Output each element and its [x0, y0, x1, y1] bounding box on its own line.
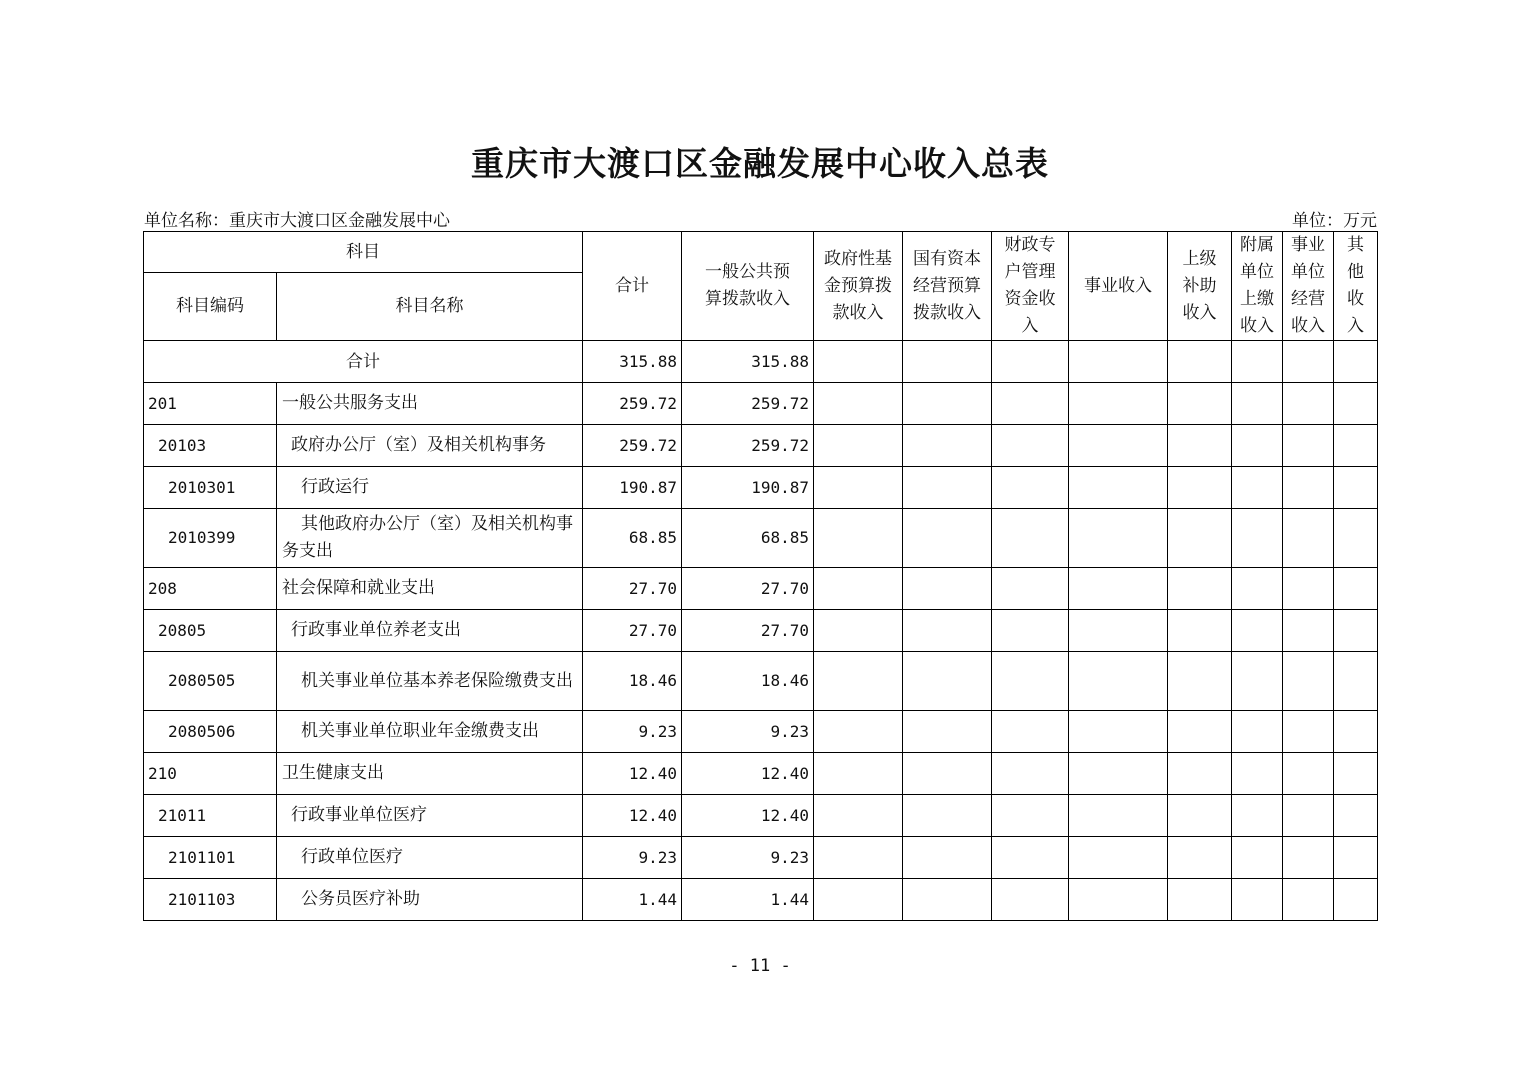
header-business-operation: 事业单位经营收入 [1283, 232, 1334, 341]
cell-total: 9.23 [583, 837, 682, 879]
income-summary-table [143, 231, 1378, 921]
table-row [144, 652, 1378, 711]
total-label: 合计 [144, 341, 583, 383]
cell-code: 210 [144, 753, 277, 795]
cell-name: 机关事业单位基本养老保险缴费支出 [277, 652, 583, 711]
cell-name: 一般公共服务支出 [277, 383, 583, 425]
cell-code: 201 [144, 383, 277, 425]
header-subject-name: 科目名称 [277, 273, 583, 341]
table-row [144, 879, 1378, 921]
table-row [144, 467, 1378, 509]
unit-label: 单位：万元 [1292, 211, 1377, 231]
header-affiliated-payment: 附属单位上缴收入 [1232, 232, 1283, 341]
cell-name: 行政事业单位养老支出 [277, 610, 583, 652]
cell-general: 27.70 [682, 610, 814, 652]
cell-name: 机关事业单位职业年金缴费支出 [277, 711, 583, 753]
cell-total: 68.85 [583, 509, 682, 568]
cell-general: 9.23 [682, 711, 814, 753]
cell-code: 2080506 [144, 711, 277, 753]
table-row [144, 753, 1378, 795]
cell-code: 2101103 [144, 879, 277, 921]
cell-total: 27.70 [583, 610, 682, 652]
cell-total: 18.46 [583, 652, 682, 711]
cell-general: 1.44 [682, 879, 814, 921]
header-special-account: 财政专户管理资金收入 [992, 232, 1069, 341]
cell-code: 20103 [144, 425, 277, 467]
cell-general: 18.46 [682, 652, 814, 711]
cell-general: 12.40 [682, 753, 814, 795]
table-row [144, 795, 1378, 837]
cell-general: 259.72 [682, 425, 814, 467]
table-row [144, 425, 1378, 467]
cell-total: 315.88 [583, 341, 682, 383]
cell-code: 208 [144, 568, 277, 610]
cell-total: 1.44 [583, 879, 682, 921]
cell-total: 12.40 [583, 795, 682, 837]
cell-total: 27.70 [583, 568, 682, 610]
header-subject: 科目 [144, 232, 583, 273]
cell-general: 259.72 [682, 383, 814, 425]
cell-general: 68.85 [682, 509, 814, 568]
cell-general: 190.87 [682, 467, 814, 509]
header-gov-fund: 政府性基金预算拨款收入 [814, 232, 903, 341]
cell-name: 行政运行 [277, 467, 583, 509]
table-row [144, 509, 1378, 568]
cell-code: 21011 [144, 795, 277, 837]
header-other-income: 其他收入 [1334, 232, 1378, 341]
header-superior-subsidy: 上级补助收入 [1168, 232, 1232, 341]
header-business-income: 事业收入 [1069, 232, 1168, 341]
cell-general: 315.88 [682, 341, 814, 383]
unit-name-label: 单位名称：重庆市大渡口区金融发展中心 [144, 211, 450, 231]
cell-code: 2010301 [144, 467, 277, 509]
cell-general: 27.70 [682, 568, 814, 610]
header-general-budget: 一般公共预算拨款收入 [682, 232, 814, 341]
table-row-total [144, 341, 1378, 383]
table-row [144, 568, 1378, 610]
cell-name: 社会保障和就业支出 [277, 568, 583, 610]
header-state-capital: 国有资本经营预算拨款收入 [903, 232, 992, 341]
cell-general: 12.40 [682, 795, 814, 837]
cell-code: 2101101 [144, 837, 277, 879]
cell-name: 公务员医疗补助 [277, 879, 583, 921]
page-number: - 11 - [729, 956, 791, 976]
cell-total: 259.72 [583, 425, 682, 467]
cell-name: 行政事业单位医疗 [277, 795, 583, 837]
table-row [144, 610, 1378, 652]
cell-code: 2080505 [144, 652, 277, 711]
cell-name: 其他政府办公厅（室）及相关机构事务支出 [277, 509, 583, 568]
header-total: 合计 [583, 232, 682, 341]
cell-name: 政府办公厅（室）及相关机构事务 [277, 425, 583, 467]
cell-code: 20805 [144, 610, 277, 652]
cell-name: 卫生健康支出 [277, 753, 583, 795]
table-row [144, 837, 1378, 879]
cell-total: 12.40 [583, 753, 682, 795]
table-row [144, 711, 1378, 753]
header-subject-code: 科目编码 [144, 273, 277, 341]
cell-general: 9.23 [682, 837, 814, 879]
table-row [144, 383, 1378, 425]
cell-total: 190.87 [583, 467, 682, 509]
cell-total: 9.23 [583, 711, 682, 753]
page-title: 重庆市大渡口区金融发展中心收入总表 [471, 144, 1049, 183]
cell-name: 行政单位医疗 [277, 837, 583, 879]
cell-code: 2010399 [144, 509, 277, 568]
cell-total: 259.72 [583, 383, 682, 425]
